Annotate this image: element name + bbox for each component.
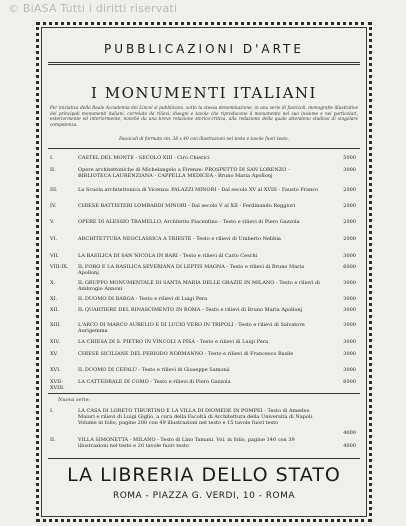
volume-price: 3000 (343, 367, 356, 373)
volume-title: ARCHITETTURA NEOCLASSICA A TRIESTE - Testo e rilievi di Umberto Nebbia (78, 236, 281, 242)
publication-header: PUBBLICAZIONI D'ARTE (104, 42, 304, 56)
volume-price: 3000 (343, 280, 356, 286)
volume-number: IV. (50, 203, 57, 209)
series-rule (48, 393, 360, 394)
volume-number: XI. (50, 296, 58, 302)
volume-number: II. (50, 437, 56, 443)
new-series-label: Nuova serie: (58, 397, 91, 403)
intro-rule (48, 148, 360, 149)
volume-price: 6000 (343, 379, 356, 385)
volume-number: II. (50, 167, 56, 173)
volume-price: 3000 (343, 296, 356, 302)
volume-number: I. (50, 408, 54, 414)
volume-number: VIII-IX. (50, 264, 69, 270)
volume-title: OPERE DI ALESSIO TRAMELLO, Architetto Piacentino - Testo e rilievi di Piero Gazzola (78, 219, 300, 225)
volume-title: LA CATTEDRALE DI COMO - Testo e rilievi di Piero Gazzola (78, 379, 231, 385)
series-title: I MONUMENTI ITALIANI (91, 84, 317, 102)
volume-title: LA CHIESA DI S. PIETRO IN VINCOLI A PISA - Testo e rilievi di Luigi Pera (78, 339, 269, 345)
volume-number: X. (50, 280, 56, 286)
volume-price: 3000 (343, 339, 356, 345)
volume-title: CHIESE SICILIANE DEL PERIODO NORMANNO - Testo e rilievi di Francesco Basile (78, 351, 294, 357)
volume-title: VILLA SIMONETTA - MILANO - Testo di Lino Tamani. Vol. in folio, pagine 140 con 39 illustrazioni nel testo e 20 tavole fuori testo (78, 437, 295, 450)
volume-number: VI. (50, 236, 58, 242)
volume-price: 4000 (343, 443, 356, 449)
volume-title: IL FORO E LA BASILICA SEVERIANA DI LEPTIS MAGNA - Testo e rilievi di Bruno Maria Apollonj (78, 264, 305, 277)
volume-price: 3000 (343, 307, 356, 313)
volume-number: V. (50, 219, 55, 225)
volume-price: 3000 (343, 253, 356, 259)
volume-price: 2000 (343, 219, 356, 225)
volume-price: 2000 (343, 203, 356, 209)
volume-number: XVI. (50, 367, 61, 373)
volume-price: 3000 (343, 322, 356, 328)
volume-title: CHIESE BATTISTERI LOMBARDI MINORI - Dal secolo V al XII - Ferdinando Reggiori (78, 203, 296, 209)
volume-price: 2000 (343, 236, 356, 242)
volume-number: XII. (50, 307, 60, 313)
volume-price: 3000 (343, 351, 356, 357)
volume-number: XIII. (50, 322, 62, 328)
footer-rule (48, 458, 360, 459)
volume-title: L'ARCO DI MARCO AURELIO E DI LUCIO VERO IN TRIPOLI - Testo e rilievi di Salvatore Aurigemma (78, 322, 305, 335)
watermark-text: © BiASA Tutti i diritti riservati (8, 2, 178, 15)
volume-title: Opere architettoniche di Michelangelo a Firenze: PROSPETTO DI SAN LORENZO - BIBLIOTECA LAURENZIANA - CAPPELLA MEDICEA - Bruno Maria Apollonj (78, 167, 290, 180)
volume-title: IL DUOMO DI BARGA - Testo e rilievi di Luigi Pera (78, 296, 208, 302)
volume-price: 5000 (343, 155, 356, 161)
volume-price: 4000 (343, 430, 356, 436)
volume-title: IL DUOMO DI CEFALÙ - Testo e rilievi di Giuseppe Samonà (78, 367, 230, 373)
format-note: Fascicoli di formato cm. 38 x 49 con illustrazioni nel testo e tavole fuori testo. (119, 137, 289, 142)
volume-title: LA CASA DI LORETO TIBURTINO E LA VILLA DI DIOMEDE IN POMPEI - Testo di Amedeo Maiuri e rilievi di Luigi Giglio, a cura della Facoltà di Architettura della Università di Napoli. Volume in folio, pagine 200 con 49 illustrazioni nel testo e 15 tavole fuori testo (78, 408, 314, 427)
volume-number: I. (50, 155, 54, 161)
header-rule-double (48, 64, 360, 65)
publisher-name: LA LIBRERIA DELLO STATO (67, 464, 341, 486)
volume-price: 2000 (343, 187, 356, 193)
volume-number: VII. (50, 253, 60, 259)
series-intro: Per iniziativa della Reale Accademia dei Lincei si pubblicano, sotto la stessa denominazione, in una serie di fascicoli, monografie illustrative dei principali monumenti italiani, correlate da rilievi, disegni e tavole che riproducono il monumento nel suo insieme e nei particolari, esteriormente ed interiormente, nonché da una breve relazione storico-critica, alla redazione della quale attendono studiosi di singolare competenza. (50, 106, 358, 128)
header-rule (48, 62, 360, 63)
volume-number: XVII-XVIII. (50, 379, 65, 392)
volume-number: III. (50, 187, 58, 193)
volume-price: 6000 (343, 264, 356, 270)
volume-price: 3000 (343, 167, 356, 173)
volume-title: La Scuola architettonica di Vicenza: PALAZZI MINORI - Dal secolo XV al XVIII - Fausto Franco (78, 187, 319, 193)
volume-title: LA BASILICA DI SAN NICOLA IN BARI - Testo e rilievi di Carlo Ceschi (78, 253, 258, 259)
volume-number: XV. (50, 351, 58, 357)
volume-title: CASTEL DEL MONTE - SECOLO XIII - Ciro Chierici (78, 155, 210, 161)
volume-number: XIV. (50, 339, 60, 345)
volume-title: IL QUARTIERE DEL RINASCIMENTO IN ROMA - Testo e rilievi di Bruno Maria Apollonj (78, 307, 303, 313)
volume-title: IL GRUPPO MONUMENTALE DI SANTA MARIA DELLE GRAZIE IN MILANO - Testo e rilievi di Ambrogio Annoni (78, 280, 320, 293)
publisher-address: ROMA - PIAZZA G. VERDI, 10 - ROMA (112, 491, 296, 501)
